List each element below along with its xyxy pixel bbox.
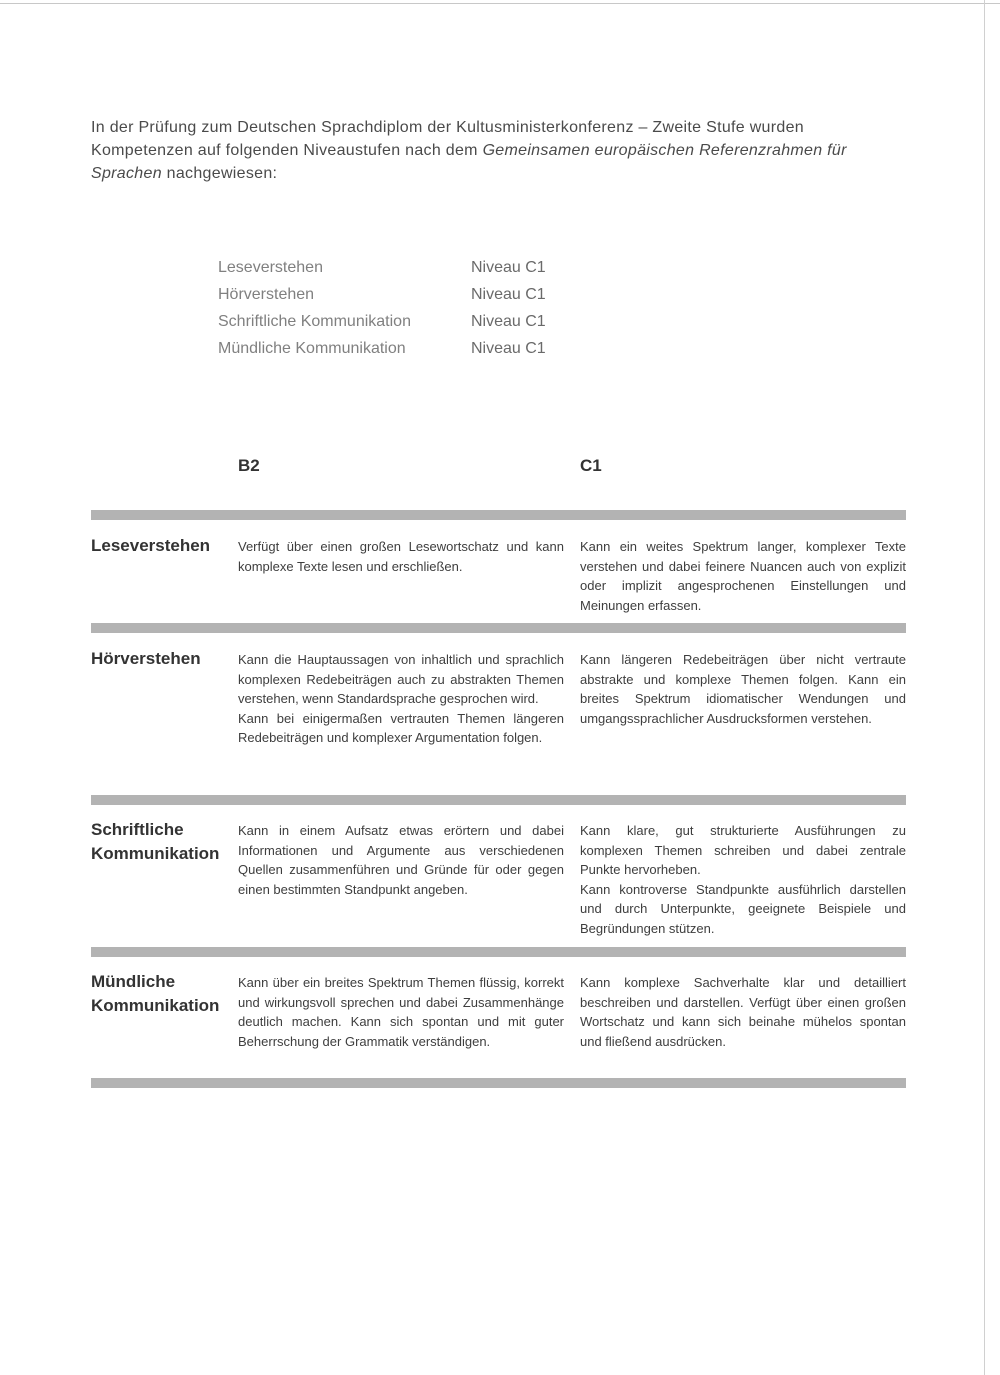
cell-text: Kann die Hauptaussagen von inhaltlich und sprachlich komplexen Redebeiträgen auch zu abstrakten Themen verstehen, wenn Standardsprache gesprochen wird.	[238, 652, 564, 706]
cell-b2-hoerverstehen	[238, 650, 564, 748]
level-summary-list	[218, 254, 578, 362]
level-skill: Mündliche Kommunikation	[218, 340, 406, 357]
cell-b2-schriftliche-kommunikation	[238, 821, 564, 899]
cell-text: Kann ein weites Spektrum langer, komplexer Texte verstehen und dabei feinere Nuancen auch von explizit oder implizit angesprochenen Einstellungen und Meinungen erfassen.	[580, 539, 906, 613]
row-label-muendliche-kommunikation: Mündliche Kommunikation	[91, 972, 220, 1015]
cell-text: Kann kontroverse Standpunkte ausführlich darstellen und durch Unterpunkte, geeignete Beispiele und Begründungen stützen.	[580, 881, 906, 936]
right-border-line	[984, 0, 985, 1375]
cell-c1-leseverstehen	[580, 537, 906, 615]
cell-c1-hoerverstehen	[580, 650, 906, 728]
row-label-leseverstehen: Leseverstehen	[91, 536, 211, 555]
cell-text: Kann komplexe Sachverhalte klar und detailliert beschreiben und darstellen. Verfügt über einen großen Wortschatz und kann sich beinahe mühelos spontan und fließend ausdrücken.	[580, 975, 906, 1049]
table-divider	[91, 947, 906, 957]
level-summary-row	[218, 335, 578, 362]
table-divider	[91, 795, 906, 805]
row-label-hoerverstehen: Hörverstehen	[91, 649, 201, 668]
cell-text: Verfügt über einen großen Lesewortschatz und kann komplexe Texte lesen und erschließen.	[238, 539, 564, 574]
table-divider	[91, 1078, 906, 1088]
intro-reference-framework: Gemeinsamen europäischen Referenzrahmen für Sprachen	[91, 142, 847, 182]
table-divider	[91, 510, 906, 520]
level-skill: Leseverstehen	[218, 259, 323, 276]
level-value: Niveau C1	[471, 340, 546, 357]
cell-text: Kann längeren Redebeiträgen über nicht vertraute abstrakte und komplexe Themen folgen. Kann ein breites Spektrum idiomatischer Wendungen und umgangssprachlicher Ausdrucksformen verstehen.	[580, 652, 906, 726]
level-skill: Hörverstehen	[218, 286, 315, 303]
intro-text: In der Prüfung zum Deutschen Sprachdiplom der Kultusministerkonferenz – Zweite Stufe wurden Kompetenzen auf folgenden Niveaustufen nach dem	[91, 119, 804, 159]
level-summary-row	[218, 281, 578, 308]
level-summary-row	[218, 308, 578, 335]
row-label-schriftliche-kommunikation: Schriftliche Kommunikation	[91, 820, 220, 863]
level-skill: Schriftliche Kommunikation	[218, 313, 411, 330]
column-header-c1: C1	[580, 456, 602, 475]
table-divider	[91, 623, 906, 633]
top-border-line	[0, 3, 1000, 4]
level-summary-row	[218, 254, 578, 281]
cell-b2-muendliche-kommunikation	[238, 973, 564, 1051]
column-header-b2: B2	[238, 456, 260, 475]
cell-text: Kann bei einigermaßen vertrauten Themen längeren Redebeiträgen und komplexer Argumentation folgen.	[238, 710, 564, 745]
cell-text: Kann klare, gut strukturierte Ausführungen zu komplexen Themen schreiben und dabei zentrale Punkte hervorheben.	[580, 823, 906, 877]
cell-c1-schriftliche-kommunikation	[580, 821, 906, 938]
level-value: Niveau C1	[471, 259, 546, 276]
level-value: Niveau C1	[471, 286, 546, 303]
level-value: Niveau C1	[471, 313, 546, 330]
cell-text: Kann über ein breites Spektrum Themen flüssig, korrekt und wirkungsvoll sprechen und dabei Zusammenhänge deutlich machen. Kann sich spontan und mit guter Beherrschung der Grammatik verständigen.	[238, 975, 564, 1049]
cell-text: Kann in einem Aufsatz etwas erörtern und dabei Informationen und Argumente aus verschiedenen Quellen zusammenführen und Gründe für oder gegen einen bestimmten Standpunkt angeben.	[238, 823, 564, 897]
cell-c1-muendliche-kommunikation	[580, 973, 906, 1051]
intro-text-end: nachgewiesen:	[161, 165, 278, 182]
cell-b2-leseverstehen	[238, 537, 564, 576]
intro-paragraph	[91, 116, 901, 185]
